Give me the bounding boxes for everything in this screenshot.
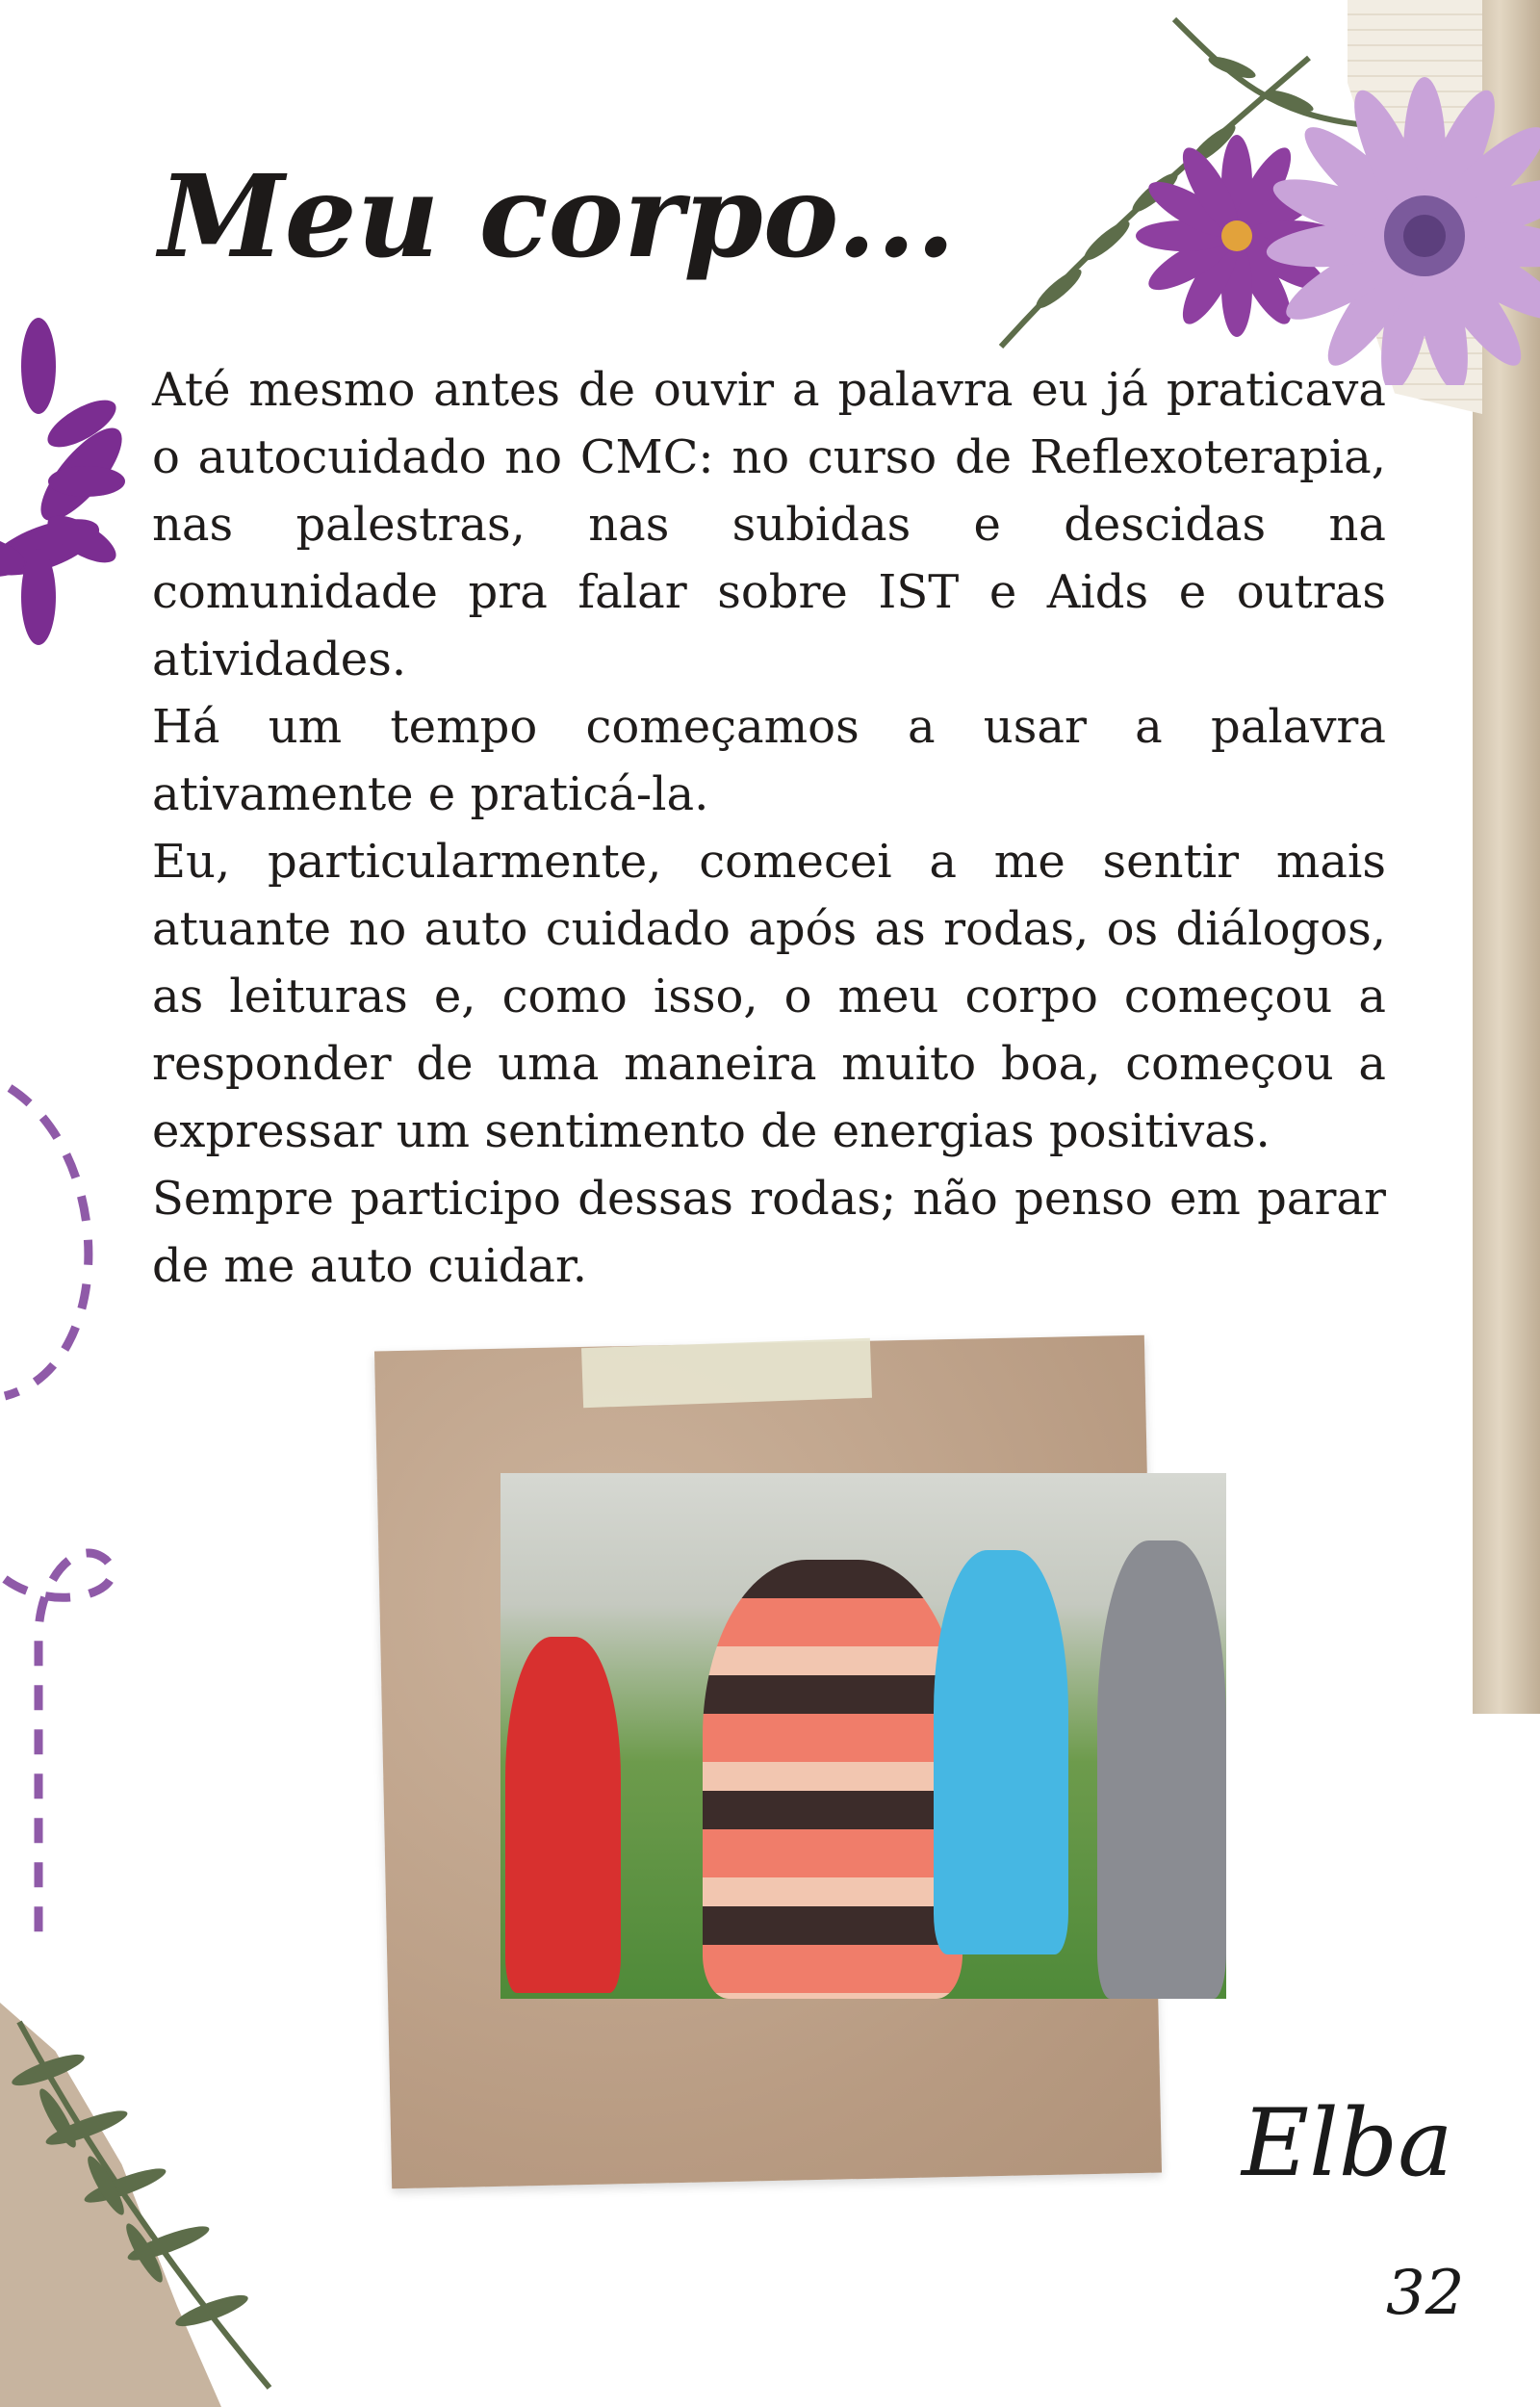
woman-gray-cardigan <box>1097 1540 1226 1999</box>
top-right-flowers-icon <box>982 0 1540 385</box>
woman-blue-shirt <box>934 1550 1068 1954</box>
group-photo <box>500 1473 1226 1999</box>
dashed-curve-icon <box>0 1078 135 1945</box>
left-purple-flower-icon <box>0 308 125 655</box>
paragraph-4: Sempre participo dessas rodas; não penso em parar de me auto cuidar. <box>152 1172 1386 1293</box>
author-signature: Elba <box>1242 2089 1453 2197</box>
body-text <box>152 356 1386 1300</box>
page-number: 32 <box>1386 2258 1465 2329</box>
fern-leaf-icon <box>0 2003 289 2407</box>
page-title: Meu corpo... <box>159 149 956 283</box>
paragraph-3: Eu, particularmente, comecei a me sentir mais atuante no auto cuidado após as rodas, os diálogos, as leituras e, como isso, o meu corpo começou a responder de uma maneira muito boa, começou a expressar um sentimento de energias positivas. <box>152 835 1386 1158</box>
paragraph-1: Até mesmo antes de ouvir a palavra eu já praticava o autocuidado no CMC: no curso de Reflexoterapia, nas palestras, nas subidas e descidas na comunidade pra falar sobre IST e Aids e outras atividades. <box>152 363 1386 686</box>
paragraph-2: Há um tempo começamos a usar a palavra ativamente e praticá-la. <box>152 700 1386 821</box>
woman-red-top <box>505 1637 621 1993</box>
masking-tape <box>581 1338 872 1408</box>
woman-striped-top <box>703 1560 962 1999</box>
